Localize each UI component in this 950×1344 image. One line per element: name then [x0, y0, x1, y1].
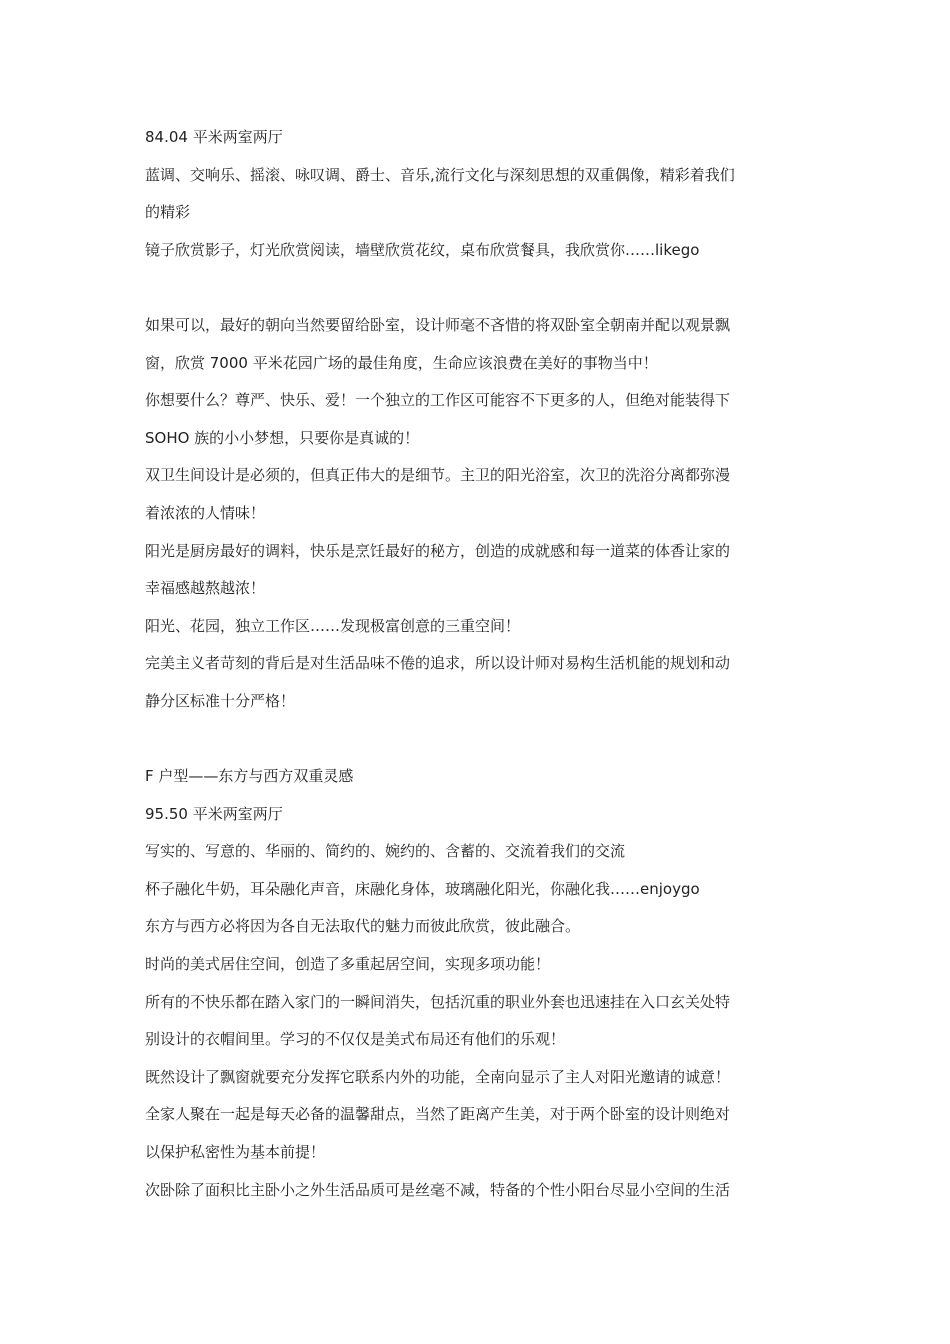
paragraph-line: 幸福感越熬越浓！ [145, 579, 266, 598]
paragraph-line: 时尚的美式居住空间，创造了多重起居空间，实现多项功能！ [145, 955, 551, 974]
paragraph-line: 阳光是厨房最好的调料，快乐是烹饪最好的秘方，创造的成就感和每一道菜的体香让家的 [145, 541, 731, 560]
blank-line [145, 274, 810, 312]
paragraph-line: 以保护私密性为基本前提！ [145, 1143, 326, 1162]
paragraph-line: 写实的、写意的、华丽的、简约的、婉约的、含蓄的、交流着我们的交流 [145, 842, 626, 861]
paragraph-line: SOHO 族的小小梦想，只要你是真诚的！ [145, 428, 420, 447]
paragraph-line: 全家人聚在一起是每天必备的温馨甜点，当然了距离产生美，对于两个卧室的设计则绝对 [145, 1105, 731, 1124]
paragraph-line: 双卫生间设计是必须的，但真正伟大的是细节。主卫的阳光浴室，次卫的洗浴分离都弥漫 [145, 466, 731, 485]
paragraph-line: 阳光、花园，独立工作区……发现极富创意的三重空间！ [145, 616, 521, 635]
unit-size-heading: 95.50 平米两室两厅 [145, 804, 283, 823]
blank-line [145, 726, 810, 764]
paragraph-line: 镜子欣赏影子，灯光欣赏阅读，墙壁欣赏花纹，桌布欣赏餐具，我欣赏你……likego [145, 240, 700, 259]
paragraph-line: 的精彩 [145, 203, 191, 222]
paragraph-line: 静分区标准十分严格！ [145, 691, 296, 710]
paragraph-line: 东方与西方必将因为各自无法取代的魅力而彼此欣赏，彼此融合。 [145, 917, 581, 936]
paragraph-line: 如果可以，最好的朝向当然要留给卧室，设计师毫不吝惜的将双卧室全朝南并配以观景飘 [145, 315, 731, 334]
paragraph-line: 杯子融化牛奶，耳朵融化声音，床融化身体，玻璃融化阳光，你融化我……enjoygo [145, 879, 700, 898]
paragraph-line: 次卧除了面积比主卧小之外生活品质可是丝毫不减，特备的个性小阳台尽显小空间的生活 [145, 1180, 731, 1199]
unit-size-heading: 84.04 平米两室两厅 [145, 128, 283, 146]
paragraph-line: 着浓浓的人情味！ [145, 503, 266, 522]
section-title: F 户型——东方与西方双重灵感 [145, 767, 354, 786]
paragraph-line: 窗，欣赏 7000 平米花园广场的最佳角度，生命应该浪费在美好的事物当中！ [145, 353, 658, 372]
paragraph-line: 别设计的衣帽间里。学习的不仅仅是美式布局还有他们的乐观！ [145, 1030, 566, 1049]
paragraph-line: 你想要什么？尊严、快乐、爱！一个独立的工作区可能容不下更多的人，但绝对能装得下 [145, 391, 731, 410]
paragraph-line: 完美主义者苛刻的背后是对生活品味不倦的追求，所以设计师对易构生活机能的规划和动 [145, 654, 731, 673]
paragraph-line: 所有的不快乐都在踏入家门的一瞬间消失，包括沉重的职业外套也迅速挂在入口玄关处特 [145, 992, 731, 1011]
paragraph-line: 蓝调、交响乐、摇滚、咏叹调、爵士、音乐,流行文化与深刻思想的双重偶像，精彩着我们 [145, 165, 735, 184]
paragraph-line: 既然设计了飘窗就要充分发挥它联系内外的功能，全南向显示了主人对阳光邀请的诚意！ [145, 1067, 731, 1086]
document-body [145, 124, 810, 1214]
